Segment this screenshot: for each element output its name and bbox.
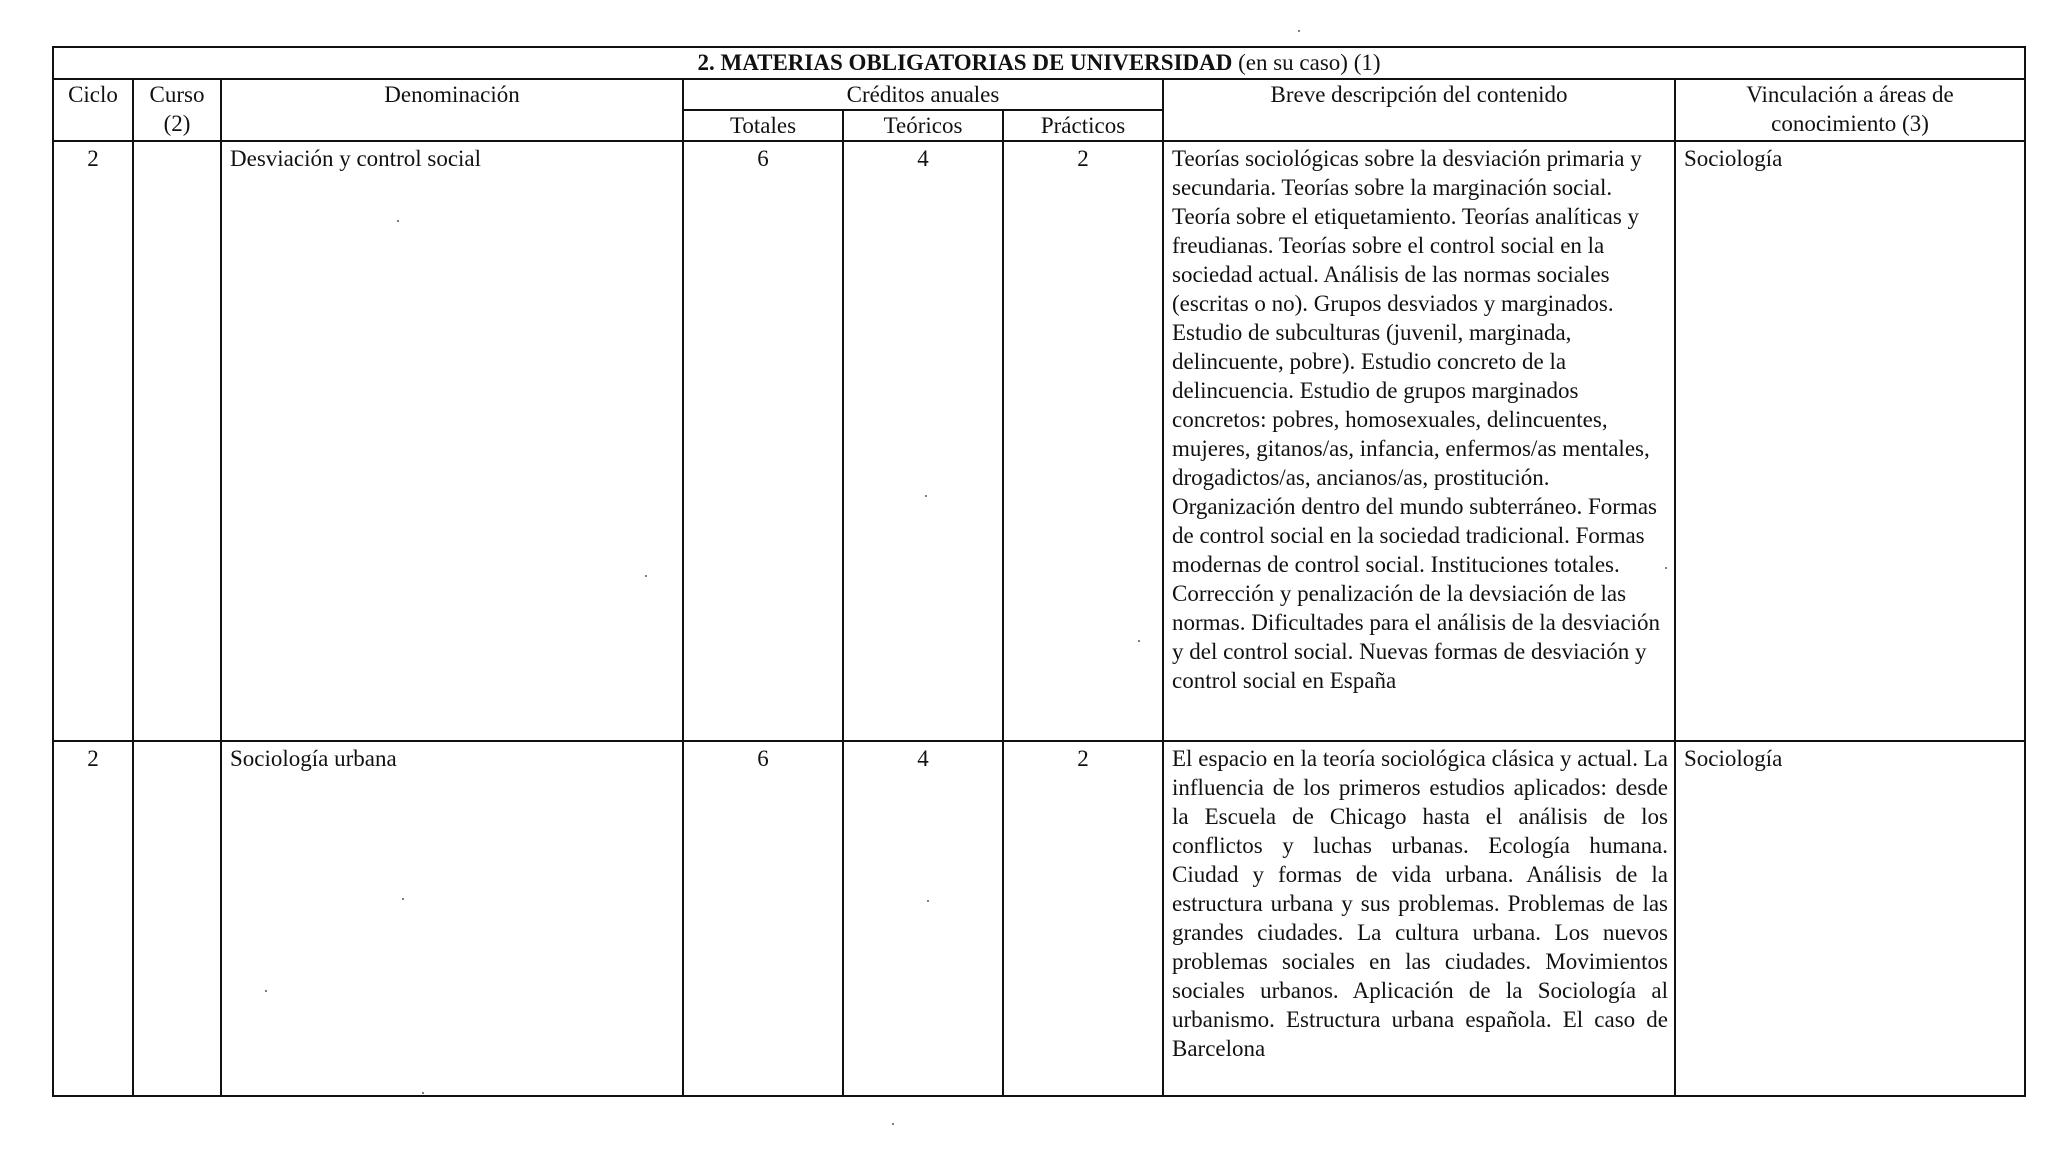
scan-speck xyxy=(645,575,647,577)
header-curso-note: (2) xyxy=(163,111,191,136)
cell-ciclo: 2 xyxy=(53,741,133,1096)
cell-ciclo: 2 xyxy=(53,141,133,741)
title-bold: 2. MATERIAS OBLIGATORIAS DE UNIVERSIDAD xyxy=(697,50,1233,75)
header-ciclo xyxy=(53,79,133,141)
scan-speck xyxy=(927,900,929,902)
header-creditos xyxy=(683,79,1163,110)
scan-speck xyxy=(925,495,927,497)
scan-speck xyxy=(1298,30,1300,32)
header-descripcion xyxy=(1163,79,1675,141)
header-totales-label: Totales xyxy=(729,113,797,138)
scan-speck xyxy=(397,220,399,222)
header-curso-label: Curso xyxy=(149,82,205,107)
header-denominacion-label: Denominación xyxy=(384,82,520,107)
cell-practicos: 2 xyxy=(1003,741,1163,1096)
cell-descripcion: Teorías sociológicas sobre la desviación primaria y secundaria. Teorías sobre la marginación social. Teoría sobre el etiquetamiento. Teorías analíticas y freudianas. Teorías sobre el control social en la sociedad actual. Análisis de las normas sociales (escritas o no). Grupos desviados y marginados. Estudio de subculturas (juvenil, marginada, delincuente, pobre). Estudio concreto de la delincuencia. Estudio de grupos marginados concretos: pobres, homosexuales, delincuentes, mujeres, gitanos/as, infancia, enfermos/as mentales, drogadictos/as, ancianos/as, prostitución. Organización dentro del mundo subterráneo. Formas de control social en la sociedad tradicional. Formas modernas de control social. Instituciones totales. Corrección y penalización de la devsiación de las normas. Dificultades para el análisis de la desviación y del control social. Nuevas formas de desviación y control social en España xyxy=(1163,141,1675,741)
scan-speck xyxy=(892,1123,894,1125)
scan-speck xyxy=(422,1092,424,1094)
header-totales xyxy=(683,110,843,141)
cell-totales: 6 xyxy=(683,741,843,1096)
header-practicos-label: Prácticos xyxy=(1040,113,1126,138)
title-normal: (en su caso) (1) xyxy=(1238,50,1381,75)
scan-speck xyxy=(402,898,404,900)
scan-speck xyxy=(1138,640,1140,642)
cell-practicos: 2 xyxy=(1003,141,1163,741)
header-teoricos xyxy=(843,110,1003,141)
header-vinculacion xyxy=(1675,79,2025,141)
table-row xyxy=(53,141,2025,741)
cell-vinculacion: Sociología xyxy=(1675,741,2025,1096)
cell-curso xyxy=(133,141,221,741)
header-curso xyxy=(133,79,221,141)
cell-denominacion: Sociología urbana xyxy=(221,741,683,1096)
cell-denominacion: Desviación y control social xyxy=(221,141,683,741)
cell-descripcion: El espacio en la teoría sociológica clásica y actual. La influencia de los primeros estudios aplicados: desde la Escuela de Chicago hasta el análisis de los conflictos y luchas urbanas. Ecología humana. Ciudad y formas de vida urbana. Análisis de la estructura urbana y sus problemas. Problemas de las grandes ciudades. La cultura urbana. Los nuevos problemas sociales en las ciudades. Movimientos sociales urbanos. Aplicación de la Sociología al urbanismo. Estructura urbana española. El caso de Barcelona xyxy=(1163,741,1675,1096)
header-teoricos-label: Teóricos xyxy=(883,113,963,138)
cell-curso xyxy=(133,741,221,1096)
header-vinculacion-line1: Vinculación a áreas de xyxy=(1746,82,1954,107)
header-ciclo-label: Ciclo xyxy=(68,82,118,107)
header-creditos-label: Créditos anuales xyxy=(846,82,1000,107)
cell-vinculacion: Sociología xyxy=(1675,141,2025,741)
cell-teoricos: 4 xyxy=(843,141,1003,741)
header-denominacion xyxy=(221,79,683,141)
cell-totales: 6 xyxy=(683,141,843,741)
cell-teoricos: 4 xyxy=(843,741,1003,1096)
scan-speck xyxy=(265,990,267,992)
materias-table xyxy=(52,46,2026,1097)
scan-speck xyxy=(1665,567,1667,569)
table-row xyxy=(53,741,2025,1096)
header-vinculacion-line2: conocimiento (3) xyxy=(1771,111,1929,136)
header-practicos xyxy=(1003,110,1163,141)
header-descripcion-label: Breve descripción del contenido xyxy=(1270,82,1568,107)
table-title xyxy=(53,47,2025,79)
